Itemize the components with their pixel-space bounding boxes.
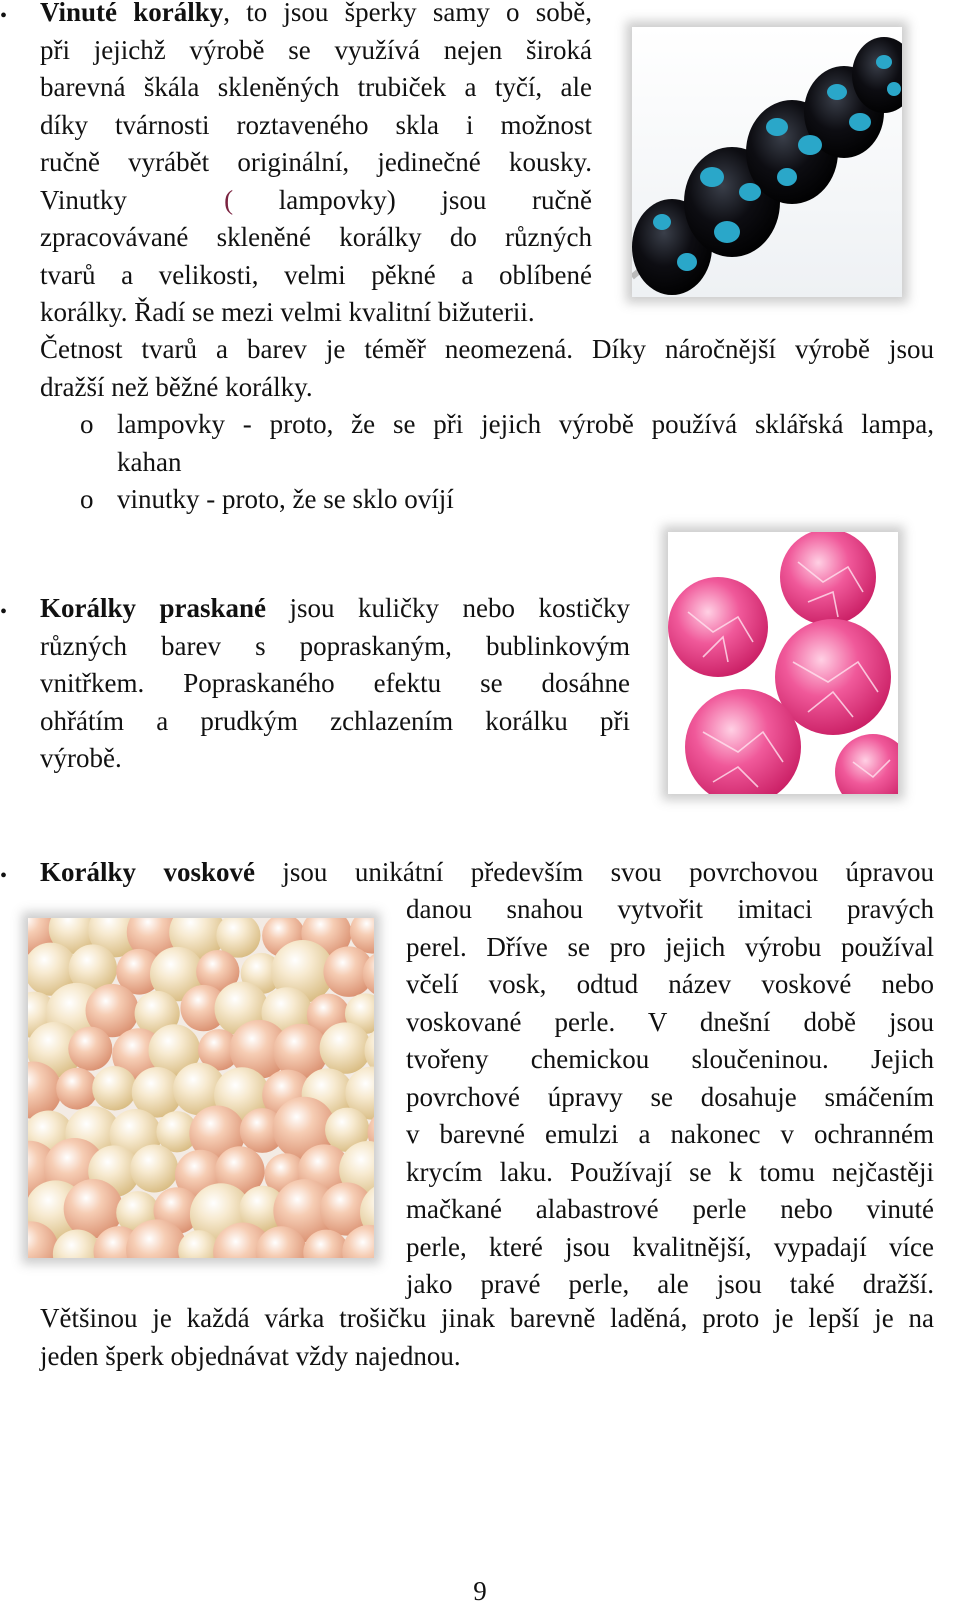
page-number: 9 [473,1576,487,1606]
text-line: tvořeny chemickou sloučeninou. Jejich [406,1044,934,1074]
text-line: perel. Dříve se pro jejich výrobu používal [406,931,934,962]
text-line: výrobě. [40,743,122,773]
term-vinute: Vinuté korálky [40,0,224,27]
sub-bullet-marker: o [80,484,94,514]
text-line: povrchové úpravy se dosahuje smáčením [406,1081,934,1112]
section-voskove-fulltext [40,1300,934,1375]
pearl-shape [130,1145,178,1193]
text-line: krycím laku. Používají se k tomu nejčastěji [406,1156,934,1187]
pearl-shape [92,1066,136,1110]
pearl-shape [68,1027,112,1071]
black-beads-illustration [632,27,902,297]
text-line: mačkané alabastrové perle nebo vinuté [406,1194,934,1224]
bullet-marker-1: • [0,5,8,27]
section-vinute-fulltext [40,331,934,406]
text-line: lampovky - proto, že se při jejich výrobě používá sklářská lampa, [117,409,934,439]
text-line: jako pravé perle, ale jsou také dražší. [406,1269,934,1299]
section-vinute-text [40,0,592,332]
text-line: jeden šperk objednávat vždy najednou. [40,1340,461,1371]
sub-item-lampovky [117,406,934,481]
text-line: zpracovávané skleněné korálky do různých [40,222,592,252]
text-line: včelí vosk, odtud název voskové nebo [406,969,934,999]
text-line: v barevné emulzi a nakonec v ochranném [406,1119,934,1149]
text-line: tvarů a velikosti, velmi pěkné a oblíbené [40,259,592,290]
term-praskane: Korálky praskané [40,593,267,623]
text-line: Vinutky ( lampovky) jsou ručně [40,182,592,220]
pearl-shape [56,1068,98,1110]
text-line: korálky. Řadí se mezi velmi kvalitní bižuterii. [40,297,535,327]
image-vinute-beads [632,27,902,297]
text-line: při jejichž výrobě se využívá nejen široká [40,34,592,65]
text-line: díky tvárnosti roztaveného skla i možnost [40,109,592,140]
text-line: Četnost tvarů a barev je téměř neomezená. Díky náročnější výrobě jsou [40,334,934,364]
image-praskane-beads [668,532,898,794]
text-line: barevná škála skleněných trubiček a tyčí, ale [40,72,592,102]
pearls-illustration [28,918,374,1258]
section-praskane-text [40,590,630,778]
text-line: vnitřkem. Popraskaného efektu se dosáhne [40,668,630,698]
text-line-spacer [173,182,179,220]
text-line: Vinuté korálky, to jsou šperky samy o sobě, [40,0,592,32]
text-line: Většinou je každá várka trošičku jinak barevně laděná, proto je lepší je na [40,1303,934,1333]
section-voskove-firstline [40,854,934,892]
bullet-marker-3: • [0,865,8,887]
bullet-marker-2: • [0,601,8,623]
section-voskove-text [406,891,934,1304]
image-voskove-pearls [28,918,374,1258]
text-line: dražší než běžné korálky. [40,371,313,402]
text-line: Korálky voskové jsou unikátní především svou povrchovou úpravou [40,857,934,887]
text-line: Korálky praskané jsou kuličky nebo kostičky [40,593,630,623]
text-line: danou snahou vytvořit imitaci pravých [406,894,934,924]
term-voskove: Korálky voskové [40,857,255,887]
pink-crackle-beads-illustration [668,532,898,794]
text-line: ohřátím a prudkým zchlazením korálku při [40,705,630,736]
text-line: perle, které jsou kvalitnější, vypadají více [406,1231,934,1262]
sub-bullet-marker: o [80,409,94,439]
text-line: různých barev s popraskaným, bublinkovým [40,630,630,661]
text-line: vinutky - proto, že se sklo ovíjí [117,484,454,514]
text-line: voskované perle. V dnešní době jsou [406,1006,934,1037]
text-line: ručně vyrábět originální, jedinečné kousky. [40,147,592,177]
pearl-shape [320,1022,371,1073]
text-line: kahan [117,446,182,477]
sub-item-vinutky [117,481,934,519]
